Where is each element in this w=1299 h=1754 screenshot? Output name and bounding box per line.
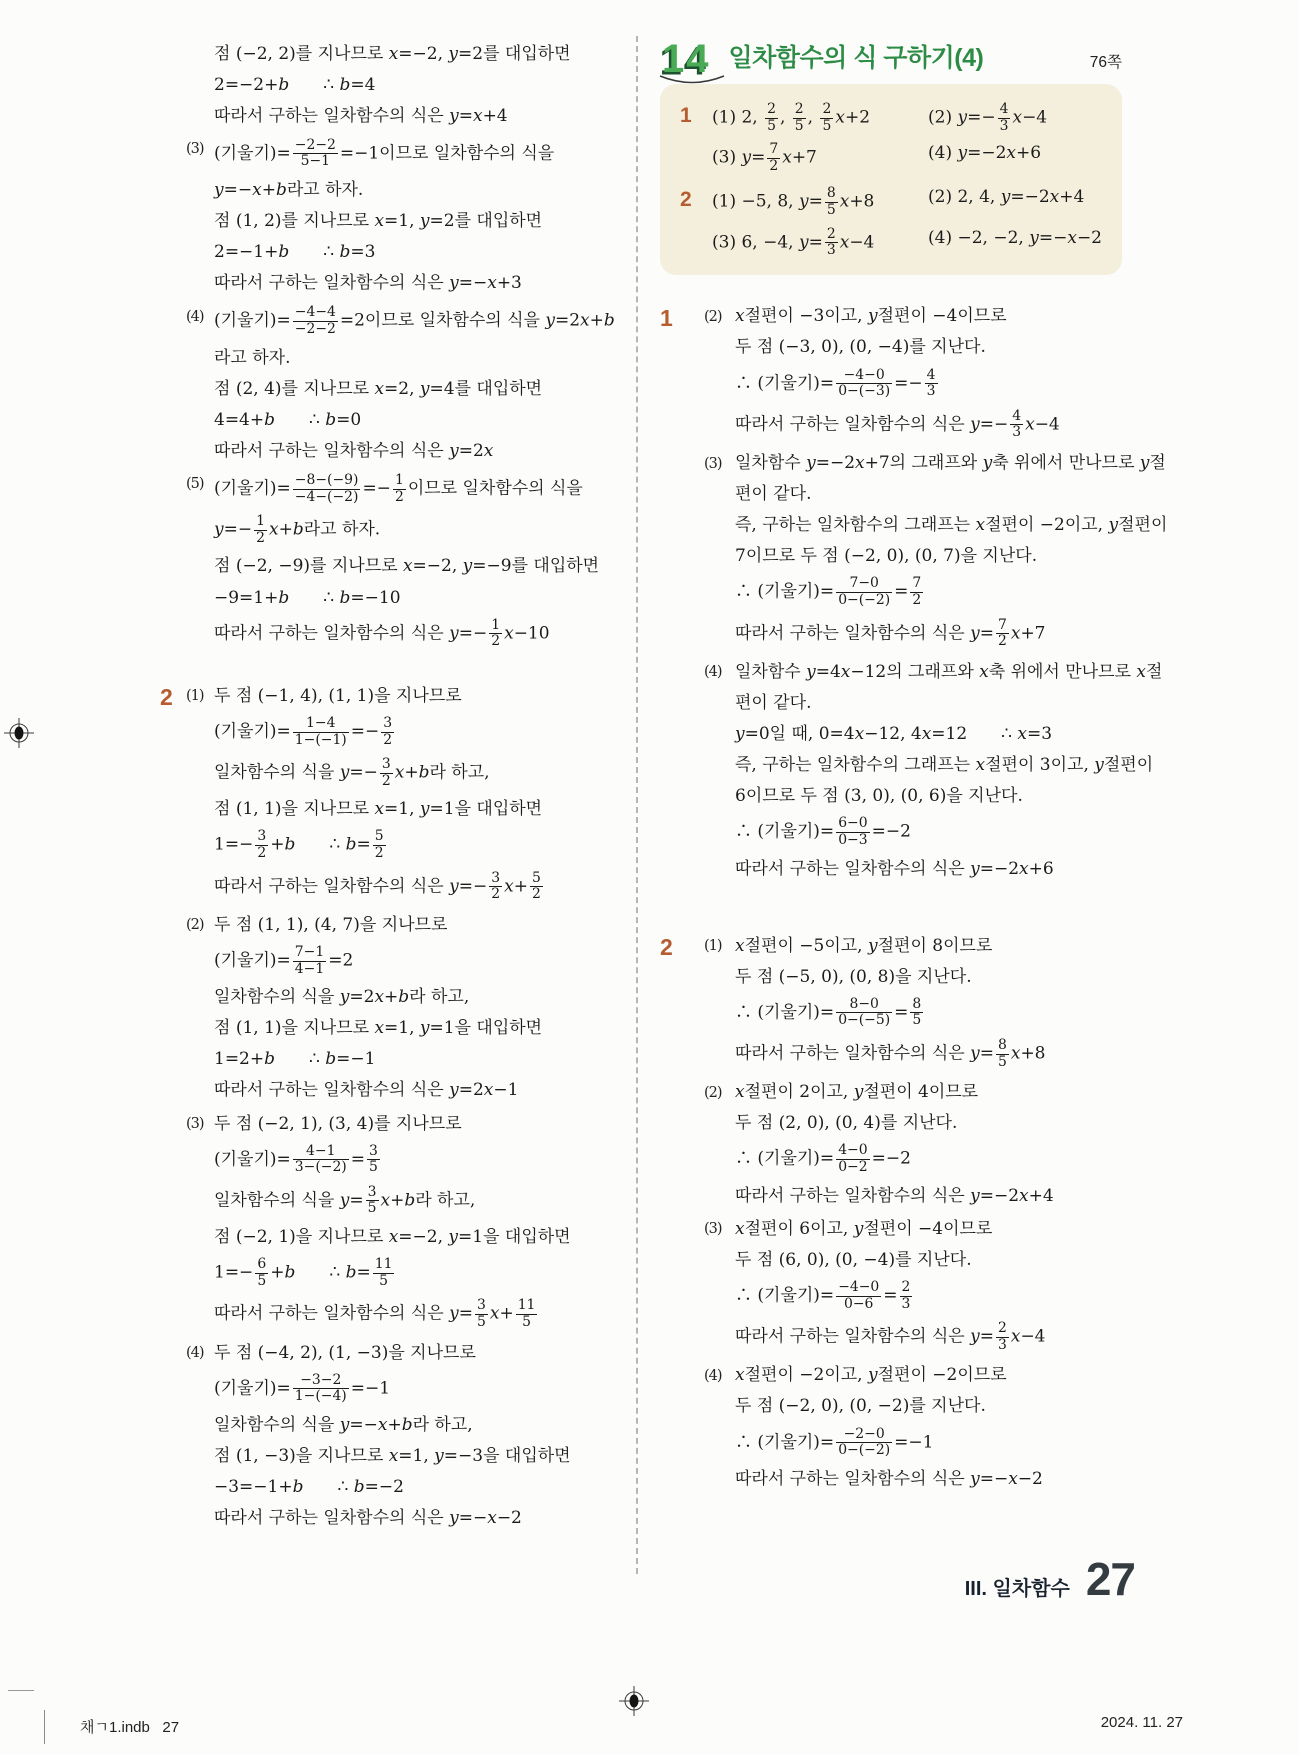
right-column bbox=[660, 36, 1168, 1494]
fraction: $\frac{3}{2}$ bbox=[491, 869, 501, 903]
fraction: $\frac{6}{5}$ bbox=[257, 1256, 267, 1289]
section-badge bbox=[660, 37, 713, 81]
solution-line: 점 (1, −3)을 지나므로 x=1, y=−3을 대입하면 bbox=[214, 1446, 571, 1467]
solution-line: 두 점 (6, 0), (0, −4)를 지난다. bbox=[735, 1249, 972, 1270]
solution-line: 6이므로 두 점 (3, 0), (0, 6)을 지난다. bbox=[735, 786, 1023, 807]
fraction: $\frac{7-0}{0-(-2)}$ bbox=[838, 575, 891, 608]
item-body bbox=[214, 909, 636, 1106]
fraction: $\frac{2}{3}$ bbox=[901, 1278, 911, 1312]
solution-line: 두 점 (−1, 4), (1, 1)을 지나므로 bbox=[214, 685, 462, 706]
solution-item bbox=[160, 468, 636, 654]
solution-line: 점 (−2, 1)을 지나므로 x=−2, y=1을 대입하면 bbox=[214, 1227, 571, 1248]
solution-line: ∴ (기울기)= $\frac{6-0}{0-3}$ =−2 bbox=[735, 815, 911, 848]
solution-line: (기울기)= $\frac{1-4}{1-(-1)}$ =− $\frac{3}{2}$ bbox=[214, 714, 393, 748]
problem-number-marker bbox=[160, 1108, 186, 1335]
right-solutions bbox=[660, 301, 1168, 1494]
solution-item bbox=[160, 1337, 636, 1534]
fraction: $\frac{-2-2}{5-1}$ bbox=[294, 136, 336, 170]
answer-line: (1) 2, $\frac{2}{5}$ , $\frac{2}{5}$ , $\frac{2}{5}$ x+2 bbox=[712, 101, 871, 134]
problem-group bbox=[160, 680, 636, 1534]
answer-rows bbox=[712, 182, 1108, 262]
section-title: 일차함수의 식 구하기(4) bbox=[728, 44, 984, 72]
fraction: $\frac{-4-0}{0-6}$ bbox=[838, 1278, 880, 1312]
solution-line: 일차함수의 식을 y=− $\frac{3}{2}$ x+b라 하고, bbox=[214, 756, 490, 789]
solution-line: (기울기)= $\frac{-4-4}{-2-2}$ =2이므로 일차함수의 식을 y=2x+b bbox=[214, 304, 615, 337]
solution-line: 1=− $\frac{6}{5}$ +b ∴ b= $\frac{11}{5}$ bbox=[214, 1256, 393, 1289]
fraction: $\frac{8}{5}$ bbox=[997, 1037, 1007, 1070]
problem-number-marker: 1 bbox=[660, 304, 673, 331]
item-label: (1) bbox=[186, 688, 204, 705]
problem-number-marker bbox=[660, 1360, 704, 1495]
item-label bbox=[186, 38, 214, 131]
fraction: $\frac{-4-0}{0-(-3)}$ bbox=[838, 366, 891, 400]
solution-line: 일차함수의 식을 y=2x+b라 하고, bbox=[214, 987, 470, 1008]
fraction: $\frac{11}{5}$ bbox=[374, 1256, 393, 1289]
solution-line: 따라서 구하는 일차함수의 식은 y= $\frac{3}{5}$ x+ $\frac{11}{5}$ bbox=[214, 1297, 536, 1331]
item-body bbox=[735, 1213, 1122, 1358]
answer-problem-number: 2 bbox=[680, 188, 692, 212]
problem-group bbox=[660, 930, 1122, 1494]
solution-line: 따라서 구하는 일차함수의 식은 y=− $\frac{1}{2}$ x−10 bbox=[214, 616, 550, 650]
item-body bbox=[735, 656, 1162, 884]
solution-line: (기울기)= $\frac{-2-2}{5-1}$ =−1이므로 일차함수의 식을 bbox=[214, 136, 555, 170]
fraction: $\frac{3}{2}$ bbox=[257, 828, 267, 862]
solution-line: x절편이 6이고, y절편이 −4이므로 bbox=[735, 1218, 993, 1239]
problem-number-marker bbox=[160, 133, 186, 299]
solution-line: 따라서 구하는 일차함수의 식은 y= $\frac{7}{2}$ x+7 bbox=[735, 616, 1046, 650]
solution-line: 두 점 (−5, 0), (0, 8)을 지난다. bbox=[735, 966, 972, 987]
item-label: (2) bbox=[704, 1084, 722, 1101]
solution-line: 따라서 구하는 일차함수의 식은 y=2x bbox=[214, 440, 494, 461]
problem-group bbox=[160, 38, 636, 654]
item-body bbox=[214, 1337, 636, 1534]
solution-line: y=0일 때, 0=4x−12, 4x=12 ∴ x=3 bbox=[735, 724, 1053, 744]
solution-line: 2=−2+b ∴ b=4 bbox=[214, 74, 376, 95]
item-body bbox=[214, 680, 636, 907]
solution-line: −9=1+b ∴ b=−10 bbox=[214, 587, 401, 608]
solution-line: 즉, 구하는 일차함수의 그래프는 x절편이 3이고, y절편이 bbox=[735, 755, 1154, 776]
solution-line: 따라서 구하는 일차함수의 식은 y=x+4 bbox=[214, 105, 508, 126]
solution-line: (기울기)= $\frac{4-1}{3-(-2)}$ = $\frac{3}{5}$ bbox=[214, 1142, 378, 1176]
solution-line: 편이 같다. bbox=[735, 484, 812, 505]
columns bbox=[160, 36, 1168, 1574]
solution-line: ∴ (기울기)= $\frac{-4-0}{0-6}$ = $\frac{2}{3}$ bbox=[735, 1278, 911, 1312]
item-body bbox=[735, 1360, 1122, 1495]
solution-line: 라고 하자. bbox=[214, 347, 291, 368]
solution-line: 따라서 구하는 일차함수의 식은 y= $\frac{2}{3}$ x−4 bbox=[735, 1320, 1046, 1353]
solution-line: ∴ (기울기)= $\frac{-4-0}{0-(-3)}$ =− $\frac{4}{3}$ bbox=[735, 366, 936, 400]
fraction: $\frac{5}{2}$ bbox=[531, 869, 541, 903]
fraction: $\frac{1}{2}$ bbox=[256, 513, 265, 546]
fraction: $\frac{4}{3}$ bbox=[999, 101, 1009, 134]
solution-line: 점 (−2, 2)를 지나므로 x=−2, y=2를 대입하면 bbox=[214, 43, 571, 64]
item-label: (3) bbox=[704, 455, 722, 472]
problem-group bbox=[660, 301, 1168, 884]
fraction: $\frac{8}{5}$ bbox=[826, 185, 836, 219]
solution-line: x절편이 −3이고, y절편이 −4이므로 bbox=[735, 306, 1007, 327]
problem-number-marker bbox=[660, 448, 704, 655]
answer-row bbox=[712, 98, 1108, 138]
fraction: $\frac{4-1}{3-(-2)}$ bbox=[294, 1142, 347, 1176]
answer-line: (1) −5, 8, y= $\frac{8}{5}$ x+8 bbox=[712, 185, 875, 219]
solution-line: 두 점 (−2, 0), (0, −2)를 지난다. bbox=[735, 1396, 986, 1417]
answer-line: (2) y=− $\frac{4}{3}$ x−4 bbox=[928, 101, 1048, 134]
solution-item bbox=[660, 656, 1163, 884]
solution-item bbox=[660, 1360, 1122, 1495]
solution-line: 7이므로 두 점 (−2, 0), (0, 7)을 지난다. bbox=[735, 546, 1038, 567]
fraction: $\frac{2}{5}$ bbox=[822, 101, 832, 134]
solution-line: 따라서 구하는 일차함수의 식은 y=−2x+6 bbox=[735, 858, 1054, 879]
fraction: $\frac{6-0}{0-3}$ bbox=[838, 815, 868, 848]
solution-line: 따라서 구하는 일차함수의 식은 y=− $\frac{4}{3}$ x−4 bbox=[735, 407, 1060, 441]
badge-underline-arc-icon bbox=[656, 74, 728, 88]
answer-problem-number: 1 bbox=[680, 104, 692, 127]
solution-line: 4=4+b ∴ b=0 bbox=[214, 409, 362, 430]
problem-number-marker bbox=[160, 301, 186, 467]
answer-box bbox=[660, 84, 1122, 275]
item-label: (4) bbox=[186, 308, 204, 325]
solution-line: ∴ (기울기)= $\frac{-2-0}{0-(-2)}$ =−1 bbox=[735, 1425, 934, 1459]
registration-mark-left bbox=[4, 718, 34, 748]
solution-line: 점 (1, 1)을 지나므로 x=1, y=1을 대입하면 bbox=[214, 1018, 543, 1039]
solution-line: 따라서 구하는 일차함수의 식은 y=− $\frac{3}{2}$ x+ $\frac{5}{2}$ bbox=[214, 869, 541, 903]
fraction: $\frac{-4-4}{-2-2}$ bbox=[294, 304, 336, 337]
solution-item bbox=[160, 38, 636, 131]
solution-line: 따라서 구하는 일차함수의 식은 y=2x−1 bbox=[214, 1080, 519, 1101]
section-header bbox=[660, 37, 1122, 81]
solution-line: 두 점 (2, 0), (0, 4)를 지난다. bbox=[735, 1113, 958, 1134]
fraction: $\frac{3}{5}$ bbox=[369, 1142, 378, 1176]
answer-problem bbox=[680, 182, 1108, 262]
solution-item bbox=[660, 930, 1122, 1075]
solution-line: 따라서 구하는 일차함수의 식은 y=−x+3 bbox=[214, 273, 522, 294]
solution-line: y=− $\frac{1}{2}$ x+b라고 하자. bbox=[214, 513, 381, 546]
answer-problem bbox=[680, 98, 1108, 178]
fraction: $\frac{11}{5}$ bbox=[517, 1297, 536, 1331]
fraction: $\frac{1}{2}$ bbox=[394, 471, 404, 505]
solution-line: 즉, 구하는 일차함수의 그래프는 x절편이 −2이고, y절편이 bbox=[735, 515, 1168, 536]
fraction: $\frac{3}{2}$ bbox=[383, 714, 393, 748]
fraction: $\frac{3}{5}$ bbox=[476, 1297, 486, 1331]
chapter-footer bbox=[964, 1553, 1135, 1605]
answer-row bbox=[712, 138, 1108, 178]
item-body bbox=[735, 930, 1122, 1075]
solution-line: 따라서 구하는 일차함수의 식은 y=−x−2 bbox=[735, 1468, 1043, 1489]
registration-mark-bottom bbox=[619, 1686, 649, 1716]
item-label: (1) bbox=[704, 938, 722, 955]
solution-line: 따라서 구하는 일차함수의 식은 y=−x−2 bbox=[214, 1508, 522, 1529]
solution-line: 점 (1, 1)을 지나므로 x=1, y=1을 대입하면 bbox=[214, 799, 543, 820]
problem-number-marker bbox=[160, 468, 186, 654]
item-label: (3) bbox=[186, 141, 204, 158]
solution-line: 1=− $\frac{3}{2}$ +b ∴ b= $\frac{5}{2}$ bbox=[214, 828, 384, 862]
print-footer-file: 채ㄱ1.indb 27 bbox=[80, 1719, 180, 1736]
fraction: $\frac{8}{5}$ bbox=[912, 995, 922, 1029]
fraction: $\frac{2}{5}$ bbox=[767, 101, 776, 134]
item-body bbox=[214, 468, 636, 654]
answer-line: (4) −2, −2, y=−x−2 bbox=[928, 227, 1102, 248]
fraction: $\frac{7-1}{4-1}$ bbox=[294, 943, 325, 977]
fraction: $\frac{1-4}{1-(-1)}$ bbox=[294, 714, 347, 748]
fraction: $\frac{-8-(-9)}{-4-(-2)}$ bbox=[294, 471, 359, 505]
solution-line: 점 (−2, −9)를 지나므로 x=−2, y=−9를 대입하면 bbox=[214, 556, 600, 577]
answer-row bbox=[712, 182, 1108, 222]
solution-line: 점 (2, 4)를 지나므로 x=2, y=4를 대입하면 bbox=[214, 378, 543, 399]
solution-line: ∴ (기울기)= $\frac{7-0}{0-(-2)}$ = $\frac{7}{2}$ bbox=[735, 575, 922, 608]
solution-line: ∴ (기울기)= $\frac{4-0}{0-2}$ =−2 bbox=[735, 1142, 911, 1176]
fraction: $\frac{4}{3}$ bbox=[926, 366, 936, 400]
item-label: (3) bbox=[704, 1221, 722, 1238]
item-body bbox=[214, 133, 636, 299]
problem-number-marker: 2 bbox=[160, 684, 173, 711]
fraction: $\frac{3}{5}$ bbox=[367, 1183, 377, 1217]
fraction: $\frac{4-0}{0-2}$ bbox=[838, 1142, 868, 1176]
answer-line: (4) y=−2x+6 bbox=[928, 143, 1042, 164]
solution-line: x절편이 2이고, y절편이 4이므로 bbox=[735, 1082, 979, 1103]
chapter-label: III. 일차함수 bbox=[964, 1578, 1070, 1600]
problem-number-marker bbox=[160, 1337, 186, 1534]
solution-line: 1=2+b ∴ b=−1 bbox=[214, 1049, 376, 1070]
solution-line: 일차함수의 식을 y= $\frac{3}{5}$ x+b라 하고, bbox=[214, 1183, 476, 1217]
solution-line: 일차함수 y=4x−12의 그래프와 x축 위에서 만나므로 x절 bbox=[735, 661, 1163, 682]
item-label: (4) bbox=[704, 664, 722, 681]
answer-rows bbox=[712, 98, 1108, 178]
solution-line: 일차함수의 식을 y=−x+b라 하고, bbox=[214, 1414, 473, 1435]
item-label: (2) bbox=[704, 308, 722, 325]
print-footer-date: 2024. 11. 27 bbox=[1100, 1714, 1183, 1731]
item-label: (4) bbox=[704, 1367, 722, 1384]
solution-line: (기울기)= $\frac{-3-2}{1-(-4)}$ =−1 bbox=[214, 1371, 391, 1405]
item-body bbox=[214, 1108, 636, 1335]
badge-number: 14 bbox=[662, 37, 711, 81]
solution-line: 일차함수 y=−2x+7의 그래프와 y축 위에서 만나므로 y절 bbox=[735, 453, 1166, 473]
answer-line: (3) y= $\frac{7}{2}$ x+7 bbox=[712, 141, 817, 174]
solution-line: (기울기)= $\frac{7-1}{4-1}$ =2 bbox=[214, 943, 354, 977]
item-body bbox=[214, 301, 636, 467]
fraction: $\frac{7}{2}$ bbox=[997, 616, 1007, 650]
solution-line: 편이 같다. bbox=[735, 692, 812, 713]
item-label: (5) bbox=[186, 476, 204, 493]
item-label: (3) bbox=[186, 1116, 204, 1133]
fraction: $\frac{-3-2}{1-(-4)}$ bbox=[294, 1371, 347, 1405]
item-body bbox=[214, 38, 636, 131]
solution-line: 점 (1, 2)를 지나므로 x=1, y=2를 대입하면 bbox=[214, 211, 543, 232]
problem-number-marker bbox=[660, 656, 704, 884]
fraction: $\frac{7}{2}$ bbox=[769, 141, 779, 174]
solution-item bbox=[160, 133, 636, 299]
solution-item bbox=[660, 1077, 1122, 1212]
fraction: $\frac{3}{2}$ bbox=[381, 756, 391, 789]
solution-line: 두 점 (−3, 0), (0, −4)를 지난다. bbox=[735, 337, 986, 358]
fraction: $\frac{8-0}{0-(-5)}$ bbox=[838, 995, 891, 1029]
problem-number-marker bbox=[660, 1077, 704, 1212]
item-body bbox=[735, 301, 1122, 446]
solution-line: x절편이 −2이고, y절편이 −2이므로 bbox=[735, 1365, 1007, 1386]
left-column bbox=[160, 36, 636, 1534]
column-divider bbox=[636, 36, 638, 1574]
solution-item bbox=[160, 909, 636, 1106]
fraction: $\frac{7}{2}$ bbox=[912, 575, 922, 608]
fraction: $\frac{2}{3}$ bbox=[997, 1320, 1007, 1353]
solution-item bbox=[660, 1213, 1122, 1358]
solution-line: 따라서 구하는 일차함수의 식은 y= $\frac{8}{5}$ x+8 bbox=[735, 1037, 1046, 1070]
fraction: $\frac{4}{3}$ bbox=[1012, 407, 1022, 441]
solution-item bbox=[160, 1108, 636, 1335]
item-body bbox=[735, 448, 1167, 655]
solution-line: 두 점 (−2, 1), (3, 4)를 지나므로 bbox=[214, 1113, 462, 1134]
solution-line: y=−x+b라고 하자. bbox=[214, 180, 364, 200]
section-page-ref: 76쪽 bbox=[1089, 54, 1122, 71]
solution-item bbox=[160, 680, 636, 907]
solution-line: ∴ (기울기)= $\frac{8-0}{0-(-5)}$ = $\frac{8}{5}$ bbox=[735, 995, 922, 1029]
answer-row bbox=[712, 223, 1108, 263]
problem-number-marker bbox=[660, 1213, 704, 1358]
answer-line: (3) 6, −4, y= $\frac{2}{3}$ x−4 bbox=[712, 225, 875, 259]
fraction: $\frac{1}{2}$ bbox=[491, 616, 501, 650]
solution-line: 따라서 구하는 일차함수의 식은 y=−2x+4 bbox=[735, 1185, 1054, 1206]
item-label: (2) bbox=[186, 917, 204, 934]
solution-line: 2=−1+b ∴ b=3 bbox=[214, 242, 376, 263]
solution-item bbox=[160, 301, 636, 467]
fraction: $\frac{2}{3}$ bbox=[826, 225, 836, 259]
problem-number-marker bbox=[160, 909, 186, 1106]
solution-line: x절편이 −5이고, y절편이 8이므로 bbox=[735, 935, 993, 956]
solution-line: −3=−1+b ∴ b=−2 bbox=[214, 1477, 404, 1498]
fraction: $\frac{2}{5}$ bbox=[794, 101, 804, 134]
problem-number-marker bbox=[160, 38, 186, 131]
solution-line: 두 점 (−4, 2), (1, −3)을 지나므로 bbox=[214, 1342, 476, 1363]
solution-item bbox=[660, 448, 1168, 655]
trim-mark-horizontal bbox=[8, 1690, 34, 1691]
item-body bbox=[735, 1077, 1122, 1212]
fraction: $\frac{5}{2}$ bbox=[374, 828, 384, 862]
item-label: (4) bbox=[186, 1345, 204, 1362]
solution-line: 두 점 (1, 1), (4, 7)을 지나므로 bbox=[214, 914, 448, 935]
solution-line: (기울기)= $\frac{-8-(-9)}{-4-(-2)}$ =− $\frac{1}{2}$ 이므로 일차함수의 식을 bbox=[214, 471, 583, 505]
fraction: $\frac{-2-0}{0-(-2)}$ bbox=[838, 1425, 891, 1459]
problem-number-marker: 2 bbox=[660, 934, 673, 961]
solution-item bbox=[660, 301, 1122, 446]
answer-line: (2) 2, 4, y=−2x+4 bbox=[928, 187, 1085, 208]
trim-mark-vertical bbox=[44, 1710, 45, 1744]
page-number: 27 bbox=[1085, 1553, 1135, 1605]
